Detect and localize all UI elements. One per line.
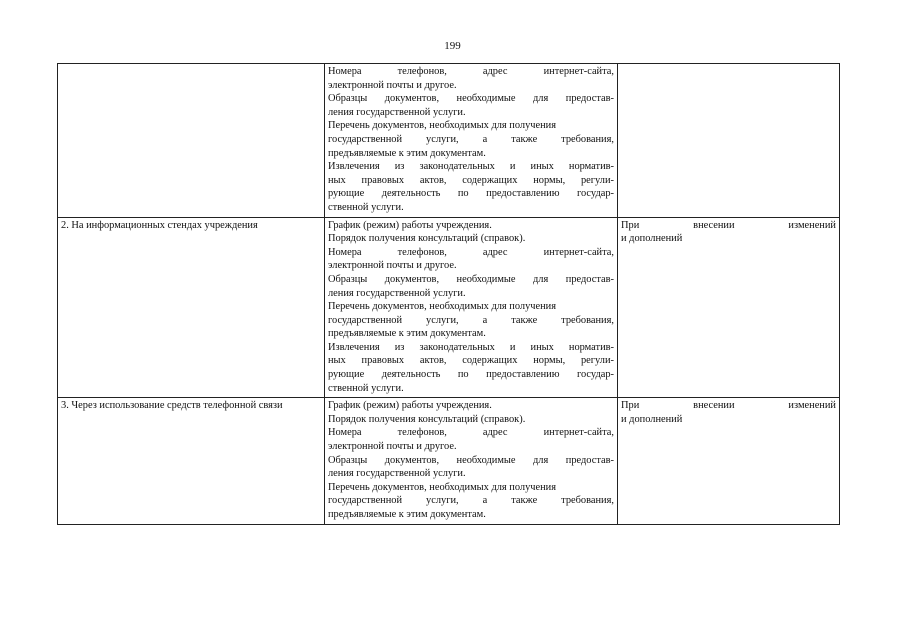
- information-cell: [325, 217, 618, 398]
- information-line: ственной услуги.: [328, 382, 404, 394]
- information-line: Образцы документов, необходимые для предостав-: [328, 454, 614, 466]
- info-table: [57, 63, 840, 525]
- information-line: Извлечения из законодательных и иных норматив-: [328, 341, 614, 353]
- table-row: [58, 217, 840, 398]
- information-line: электронной почты и другое.: [328, 441, 457, 453]
- information-line: ных правовых актов, содержащих нормы, регули-: [328, 174, 614, 186]
- update-frequency-cell: [618, 64, 840, 218]
- information-line: График (режим) работы учреждения.: [328, 219, 492, 231]
- information-line: рующие деятельность по предоставлению государ-: [328, 188, 614, 200]
- information-line: Извлечения из законодательных и иных норматив-: [328, 161, 614, 173]
- update-line: и дополнений: [621, 233, 683, 245]
- table-row: [58, 64, 840, 218]
- information-line: Образцы документов, необходимые для предостав-: [328, 93, 614, 105]
- information-line: Перечень документов, необходимых для получения: [328, 301, 557, 313]
- information-line: Номера телефонов, адрес интернет-сайта,: [328, 427, 614, 439]
- information-line: электронной почты и другое.: [328, 79, 457, 91]
- update-line: При внесении изменений: [621, 219, 836, 231]
- information-line: ственной услуги.: [328, 201, 404, 213]
- information-line: государственной услуги, а также требования,: [328, 495, 614, 507]
- information-line: государственной услуги, а также требования,: [328, 133, 614, 145]
- method-cell: [58, 64, 325, 218]
- page-number: 199: [444, 40, 461, 52]
- information-line: График (режим) работы учреждения.: [328, 400, 492, 412]
- update-frequency-cell: [618, 398, 840, 524]
- update-line: и дополнений: [621, 413, 683, 425]
- information-line: предъявляемые к этим документам.: [328, 147, 486, 159]
- information-line: ления государственной услуги.: [328, 468, 466, 480]
- information-line: государственной услуги, а также требования,: [328, 314, 614, 326]
- information-line: электронной почты и другое.: [328, 260, 457, 272]
- information-line: ления государственной услуги.: [328, 106, 466, 118]
- information-line: предъявляемые к этим документам.: [328, 328, 486, 340]
- information-cell: [325, 398, 618, 524]
- table-row: [58, 398, 840, 524]
- information-line: Номера телефонов, адрес интернет-сайта,: [328, 66, 614, 77]
- information-line: рующие деятельность по предоставлению государ-: [328, 369, 614, 381]
- information-line: Образцы документов, необходимые для предостав-: [328, 273, 614, 285]
- information-line: Перечень документов, необходимых для получения: [328, 120, 557, 132]
- information-line: ления государственной услуги.: [328, 287, 466, 299]
- information-line: Порядок получения консультаций (справок).: [328, 233, 526, 245]
- information-line: Порядок получения консультаций (справок).: [328, 413, 526, 425]
- update-frequency-cell: [618, 217, 840, 398]
- method-cell: 3. Через использование средств телефонной связи: [58, 398, 325, 524]
- information-cell: [325, 64, 618, 218]
- table-body: [58, 64, 840, 525]
- information-line: предъявляемые к этим документам.: [328, 509, 486, 520]
- method-cell: 2. На информационных стендах учреждения: [58, 217, 325, 398]
- information-line: Номера телефонов, адрес интернет-сайта,: [328, 246, 614, 258]
- information-line: ных правовых актов, содержащих нормы, регули-: [328, 355, 614, 367]
- information-line: Перечень документов, необходимых для получения: [328, 481, 557, 493]
- update-line: При внесении изменений: [621, 400, 836, 412]
